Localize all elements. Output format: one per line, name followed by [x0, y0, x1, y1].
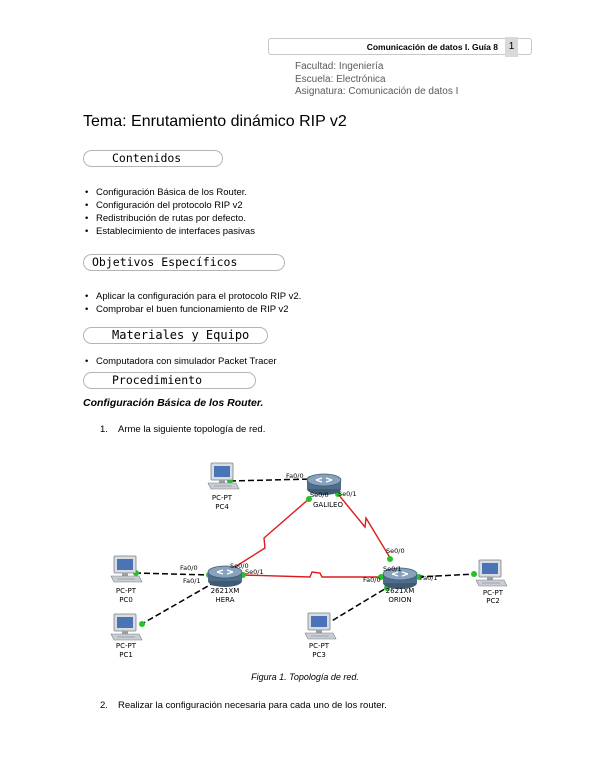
section-procedure: Procedimiento	[83, 372, 256, 389]
pc-icon	[476, 560, 507, 586]
pc-2	[476, 560, 507, 605]
pc-3	[305, 613, 336, 659]
link-hera-galileo	[227, 498, 310, 572]
link-pc3-orion	[325, 587, 388, 625]
pc-4	[208, 463, 239, 511]
links	[135, 479, 475, 625]
pc-1	[111, 614, 142, 659]
link-ports	[133, 476, 477, 627]
link-galileo-orion	[338, 494, 392, 561]
page-title: Tema: Enrutamiento dinámico RIP v2	[83, 113, 347, 130]
school-line: Escuela: Electrónica	[295, 73, 386, 85]
port-led	[387, 556, 393, 562]
pc-type: PC-PT	[115, 642, 137, 650]
port-label: Fa0/1	[183, 577, 201, 585]
header-box-end	[518, 38, 532, 55]
router-name: ORION	[388, 596, 412, 604]
pc-name: PC0	[119, 596, 133, 604]
port-label: Se0/1	[383, 565, 402, 573]
port-label: Fa0/0	[180, 564, 198, 572]
port-led	[471, 571, 477, 577]
list-item: • Comprobar el buen funcionamiento de RIP v2	[83, 303, 301, 316]
section-objectives: Objetivos Específicos	[83, 254, 285, 271]
port-label: Fa0/1	[420, 574, 438, 582]
port-label: Fa0/0	[363, 576, 381, 584]
pc-name: PC1	[119, 651, 133, 659]
subheading: Configuración Básica de los Router.	[83, 397, 264, 409]
router-model: 2621XM	[385, 587, 415, 595]
port-label: Fa0/0	[286, 472, 304, 480]
contents-list	[83, 186, 255, 238]
router-name: HERA	[215, 596, 235, 604]
link-pc1-hera	[140, 582, 215, 625]
pc-name: PC2	[486, 597, 500, 605]
port-label: Se0/1	[245, 568, 264, 576]
port-label: Se0/0	[230, 562, 249, 570]
step-2	[100, 700, 387, 711]
subject-line: Asignatura: Comunicación de datos I	[295, 86, 459, 97]
faculty-line: Facultad: Ingeniería	[295, 61, 384, 72]
figure-caption: Figura 1. Topología de red.	[251, 672, 359, 682]
pc-0	[111, 556, 142, 604]
objectives-list	[83, 290, 301, 316]
pc-type: PC-PT	[308, 642, 330, 650]
section-contents: Contenidos	[83, 150, 223, 167]
port-led	[139, 621, 145, 627]
list-item: • Configuración del protocolo RIP v2	[83, 199, 255, 212]
list-item: • Computadora con simulador Packet Tracer	[83, 355, 277, 368]
pc-type: PC-PT	[482, 589, 504, 597]
step-number: 1.	[100, 424, 108, 435]
pc-name: PC4	[215, 503, 229, 511]
pc-icon	[111, 556, 142, 582]
port-label: Se0/0	[310, 491, 329, 499]
pc-icon	[111, 614, 142, 640]
pc-type: PC-PT	[211, 494, 233, 502]
port-label: Se0/0	[386, 547, 405, 555]
step-text: Realizar la configuración necesaria para cada uno de los router.	[118, 700, 387, 711]
list-item: • Aplicar la configuración para el protocolo RIP v2.	[83, 290, 301, 303]
header-info	[295, 61, 458, 99]
step-number: 2.	[100, 700, 108, 711]
pc-name: PC3	[312, 651, 326, 659]
list-item: • Establecimiento de interfaces pasivas	[83, 225, 255, 238]
materials-list	[83, 355, 277, 368]
network-topology-diagram	[100, 452, 520, 667]
router-name: GALILEO	[312, 501, 344, 509]
pc-type: PC-PT	[115, 587, 137, 595]
port-label: Se0/1	[338, 490, 357, 498]
section-materials: Materiales y Equipo	[83, 327, 268, 344]
guide-header: Comunicación de datos I. Guía 8	[268, 38, 506, 55]
list-item: • Redistribución de rutas por defecto.	[83, 212, 255, 225]
router-orion	[383, 568, 417, 604]
page-number: 1	[505, 37, 518, 57]
pc-icon	[305, 613, 336, 639]
router-hera	[208, 566, 242, 604]
list-item: • Configuración Básica de los Router.	[83, 186, 255, 199]
step-text: Arme la siguiente topología de red.	[118, 424, 266, 435]
step-1	[100, 424, 265, 435]
pc-icon	[208, 463, 239, 489]
router-model: 2621XM	[210, 587, 240, 595]
link-pc0-hera	[135, 573, 210, 575]
